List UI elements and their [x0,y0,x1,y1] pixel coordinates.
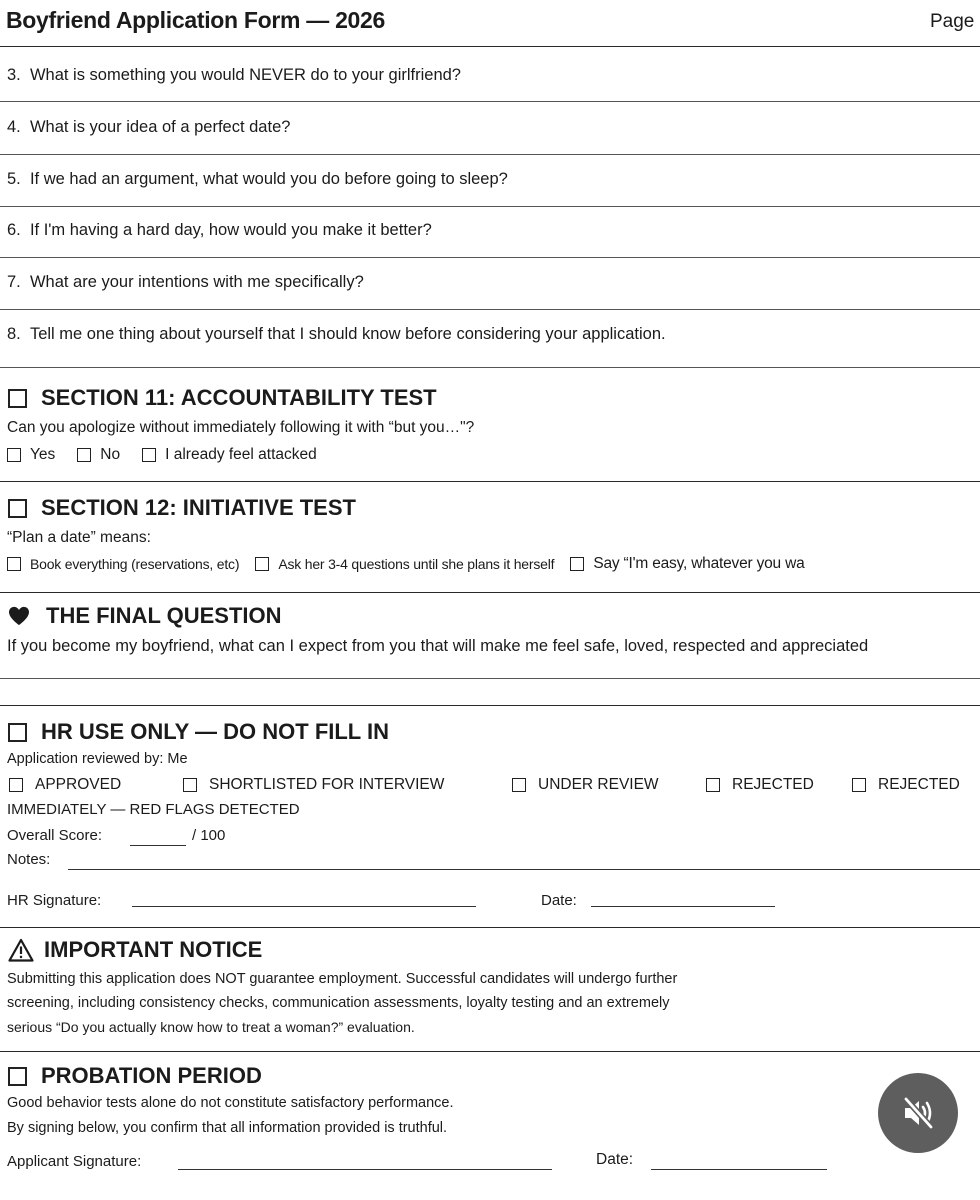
option-ask-questions[interactable]: Ask her 3-4 questions until she plans it herself [255,556,570,572]
answer-line[interactable] [0,309,980,310]
checkbox-icon[interactable] [8,1067,27,1086]
checkbox-icon[interactable] [8,499,27,518]
checkbox-icon[interactable] [8,723,27,742]
rejected-immediately-wrap: IMMEDIATELY — RED FLAGS DETECTED [7,801,300,818]
question-3: 3. What is something you would NEVER do to your girlfriend? [7,66,461,84]
checkbox-icon[interactable] [77,448,91,462]
checkbox-icon[interactable] [706,778,720,792]
answer-line[interactable] [0,206,980,207]
divider [0,1051,980,1052]
answer-line[interactable] [0,678,980,679]
hr-section-title: HR USE ONLY — DO NOT FILL IN [8,719,389,745]
final-question-text: If you become my boyfriend, what can I expect from you that will make me feel safe, loved, respected and appreciated [7,637,869,655]
option-shortlisted[interactable]: SHORTLISTED FOR INTERVIEW [183,776,444,794]
answer-line[interactable] [0,257,980,258]
applicant-signature-field[interactable] [178,1169,552,1170]
applicant-date-field[interactable] [651,1169,827,1170]
applicant-signature-label: Applicant Signature: [7,1153,142,1170]
reviewed-by: Application reviewed by: Me [7,751,188,767]
checkbox-icon[interactable] [9,778,23,792]
hr-date-label: Date: [541,892,577,909]
checkbox-icon[interactable] [255,557,269,571]
checkbox-icon[interactable] [852,778,866,792]
option-already-feel-attacked[interactable]: I already feel attacked [142,446,339,464]
notes-label: Notes: [7,851,51,868]
option-yes[interactable]: Yes [7,446,77,464]
muted-speaker-icon [898,1093,938,1133]
answer-line[interactable] [0,154,980,155]
overall-score-field[interactable] [130,845,186,846]
question-8: 8. Tell me one thing about yourself that I should know before considering your application. [7,325,666,343]
question-6: 6. If I'm having a hard day, how would you make it better? [7,221,432,239]
checkbox-icon[interactable] [570,557,584,571]
final-question-title: THE FINAL QUESTION [8,603,282,629]
warning-icon [8,938,34,962]
answer-line[interactable] [0,101,980,102]
option-rejected-immediately[interactable]: REJECTED [852,776,960,794]
checkbox-icon[interactable] [512,778,526,792]
notice-line-1: Submitting this application does NOT guarantee employment. Successful candidates will undergo further [7,971,678,987]
option-book-everything[interactable]: Book everything (reservations, etc) [7,556,255,572]
section-11-options [7,446,339,464]
section-12-title: SECTION 12: INITIATIVE TEST [8,495,356,521]
probation-title: PROBATION PERIOD [8,1063,262,1089]
hr-signature-label: HR Signature: [7,892,102,909]
notes-field[interactable] [68,869,980,870]
notice-line-2: screening, including consistency checks, communication assessments, loyalty testing and an extremely [7,995,670,1011]
option-say-im-easy[interactable]: Say “I'm easy, whatever you wa [570,555,820,573]
checkbox-icon[interactable] [7,557,21,571]
question-4: 4. What is your idea of a perfect date? [7,118,291,136]
section-12-question: “Plan a date” means: [7,529,151,546]
option-rejected[interactable]: REJECTED [706,776,814,794]
hr-signature-field[interactable] [132,906,476,907]
score-suffix: / 100 [192,827,226,844]
option-approved[interactable]: APPROVED [9,776,121,794]
divider [0,705,980,706]
question-7: 7. What are your intentions with me specifically? [7,273,364,291]
checkbox-icon[interactable] [8,389,27,408]
probation-line-1: Good behavior tests alone do not constitute satisfactory performance. [7,1095,454,1111]
section-11-question: Can you apologize without immediately following it with “but you…"? [7,419,475,436]
divider [0,46,980,47]
checkbox-icon[interactable] [183,778,197,792]
heart-icon [8,606,30,626]
page-label: Page [930,11,975,32]
form-title: Boyfriend Application Form — 2026 [6,7,386,33]
notice-line-3: serious “Do you actually know how to treat a woman?” evaluation. [7,1019,415,1035]
divider [0,927,980,928]
hr-date-field[interactable] [591,906,775,907]
overall-score-label: Overall Score: [7,827,103,844]
checkbox-icon[interactable] [7,448,21,462]
option-no[interactable]: No [77,446,142,464]
section-11-title: SECTION 11: ACCOUNTABILITY TEST [8,385,437,411]
probation-line-2: By signing below, you confirm that all information provided is truthful. [7,1120,448,1136]
option-under-review[interactable]: UNDER REVIEW [512,776,659,794]
important-notice-title: IMPORTANT NOTICE [8,937,262,963]
divider [0,592,980,593]
section-12-options [7,555,821,573]
answer-line[interactable] [0,367,980,368]
question-5: 5. If we had an argument, what would you do before going to sleep? [7,170,508,188]
mute-button[interactable] [878,1073,958,1153]
checkbox-icon[interactable] [142,448,156,462]
applicant-date-label: Date: [596,1151,634,1168]
divider [0,481,980,482]
